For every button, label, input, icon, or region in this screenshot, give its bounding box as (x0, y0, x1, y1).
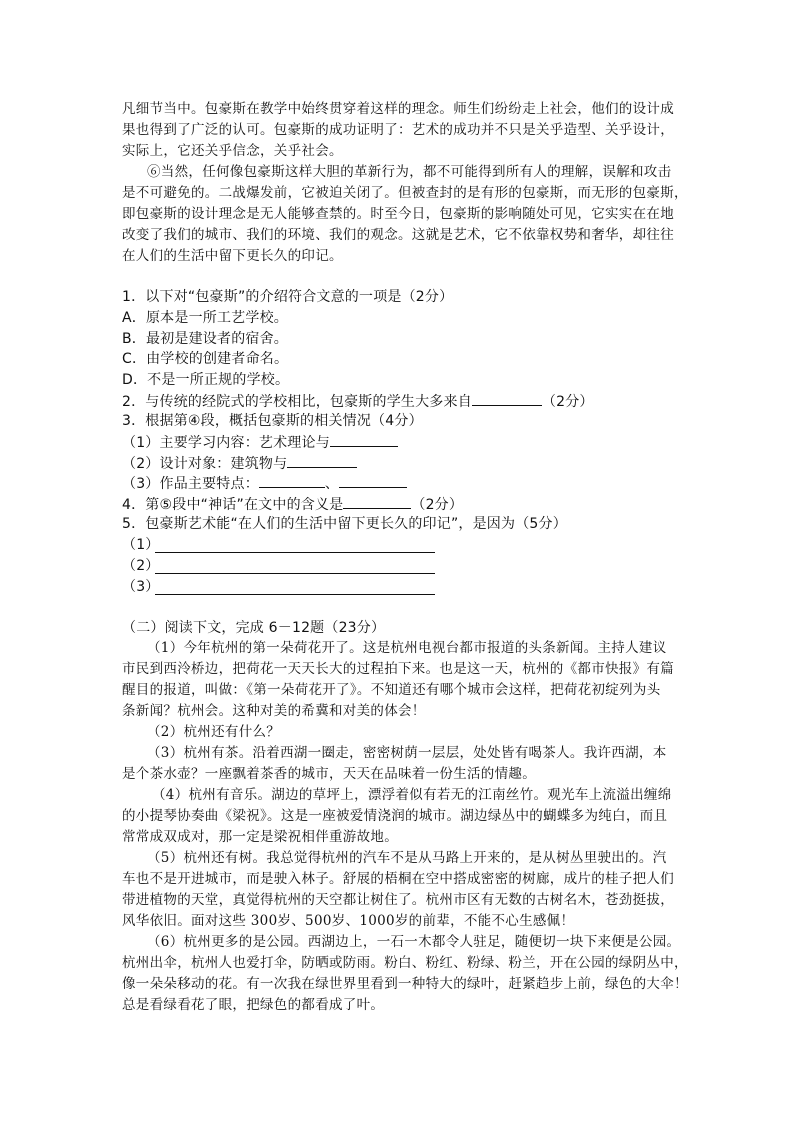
question-3-2-text: （2）设计对象：建筑物与 (122, 456, 288, 472)
passage-line: 改变了我们的城市、我们的环境、我们的观念。这就是艺术，它不依靠权势和奢华，却往往 (122, 227, 674, 243)
passage-line: （4）杭州有音乐。湖边的草坪上，漂浮着似有若无的江南丝竹。观光车上流溢出缠绵 (152, 787, 672, 803)
answer-blank[interactable] (472, 391, 542, 406)
question-4 (122, 494, 463, 514)
answer-blank[interactable] (259, 473, 325, 488)
passage-line: 杭州出伞，杭州人也爱打伞，防晒或防雨。粉白、粉红、粉绿、粉兰，开在公园的绿阴丛中， (122, 955, 688, 971)
passage-line: （1）今年杭州的第一朵荷花开了。这是杭州电视台都市报道的头条新闻。主持人建议 (147, 640, 667, 656)
answer-line[interactable] (155, 594, 435, 595)
passage-line: （6）杭州更多的是公园。西湖边上，一石一木都令人驻足，随便切一块下来便是公园。 (147, 934, 681, 950)
question-4-text: 4．第⑤段中“神话”在文中的含义是 (122, 497, 344, 513)
passage-line: 实际上，它还关乎信念，关乎社会。 (122, 143, 343, 159)
question-3-2 (122, 453, 357, 473)
question-3-3-text: （3）作品主要特点： (122, 476, 259, 492)
question-3: 3．根据第④段，概括包豪斯的相关情况（4分） (122, 413, 423, 429)
passage-line: 是个茶水壶？一座飘着茶香的城市，天天在品味着一份生活的情趣。 (122, 766, 536, 782)
passage-line: 像一朵朵移动的花。有一次我在绿世界里看到一种特大的绿叶，赶紧趋步上前，绿色的大伞！ (122, 976, 688, 992)
question-5-1: （1） (122, 537, 160, 553)
passage-line: 总是看绿看花了眼，把绿色的都看成了叶。 (122, 997, 385, 1013)
answer-line[interactable] (155, 573, 435, 574)
answer-line[interactable] (155, 552, 435, 553)
question-1: 1．以下对“包豪斯”的介绍符合文意的一项是（2分） (122, 289, 454, 305)
passage-line: （2）杭州还有什么？ (147, 724, 281, 740)
passage-line: 即包豪斯的设计理念是无人能够查禁的。时至今日，包豪斯的影响随处可见，它实实在在地 (122, 206, 674, 222)
question-5: 5．包豪斯艺术能“在人们的生活中留下更长久的印记”，是因为（5分） (122, 516, 567, 532)
passage-line: 带进植物的天堂，真觉得杭州的天空都让树住了。杭州市区有无数的古树名木，苍劲挺拔， (122, 892, 674, 908)
passage-line: （3）杭州有茶。沿着西湖一圈走，密密树荫一层层，处处皆有喝茶人。我许西湖，本 (147, 745, 667, 761)
answer-blank[interactable] (343, 494, 411, 509)
question-5-3: （3） (122, 579, 160, 595)
separator: 、 (324, 476, 340, 492)
option-d: D．不是一所正规的学校。 (122, 372, 290, 388)
passage-line: 市民到西泠桥边，把荷花一天天长大的过程拍下来。也是这一天，杭州的《都市快报》有篇 (122, 661, 674, 677)
question-2-score: （2分） (541, 394, 594, 410)
question-3-3 (122, 473, 407, 493)
passage-line: 果也得到了广泛的认可。包豪斯的成功证明了：艺术的成功并不只是关乎造型、关乎设计， (122, 122, 674, 138)
passage-line: 在人们的生活中留下更长久的印记。 (122, 248, 343, 264)
question-3-1-text: （1）主要学习内容：艺术理论与 (122, 435, 330, 451)
passage-line: ⑥当然，任何像包豪斯这样大胆的革新行为，都不可能得到所有人的理解，误解和攻击 (147, 164, 672, 180)
answer-blank[interactable] (287, 453, 357, 468)
question-2 (122, 391, 594, 411)
passage-line: 风华依旧。面对这些 300岁、500岁、1000岁的前辈，不能不心生感佩！ (122, 913, 575, 929)
passage-line: 车也不是开进城市，而是驶入林子。舒展的梧桐在空中搭成密密的树廊，成片的桂子把人们 (122, 871, 674, 887)
section-heading: （二）阅读下文，完成 6－12题（23分） (122, 620, 386, 636)
passage-line: 凡细节当中。包豪斯在教学中始终贯穿着这样的理念。师生们纷纷走上社会，他们的设计成 (122, 101, 674, 117)
passage-line: 条新闻？杭州会。这种对美的希冀和对美的体会！ (122, 703, 426, 719)
passage-line: 是不可避免的。二战爆发前，它被迫关闭了。但被查封的是有形的包豪斯，而无形的包豪斯， (122, 185, 688, 201)
passage-line: 的小提琴协奏曲《梁祝》。这是一座被爱情浇润的城市。湖边绿丛中的蝴蝶多为纯白，而且 (122, 808, 668, 824)
question-5-2: （2） (122, 558, 160, 574)
passage-line: （5）杭州还有树。我总觉得杭州的汽车不是从马路上开来的，是从树丛里驶出的。汽 (147, 850, 667, 866)
option-b: B．最初是建设者的宿舍。 (122, 331, 289, 347)
answer-blank[interactable] (330, 432, 398, 447)
answer-blank[interactable] (339, 473, 407, 488)
option-a: A．原本是一所工艺学校。 (122, 310, 288, 326)
passage-line: 醒目的报道，叫做：《第一朵荷花开了》。不知道还有哪个城市会这样，把荷花初绽列为头 (122, 682, 661, 698)
option-c: C．由学校的创建者命名。 (122, 351, 289, 367)
question-4-score: （2分） (411, 497, 464, 513)
passage-line: 常常成双成对，那一定是梁祝相伴重游故地。 (122, 829, 398, 845)
question-2-text: 2．与传统的经院式的学校相比，包豪斯的学生大多来自 (122, 394, 472, 410)
question-3-1 (122, 432, 398, 452)
